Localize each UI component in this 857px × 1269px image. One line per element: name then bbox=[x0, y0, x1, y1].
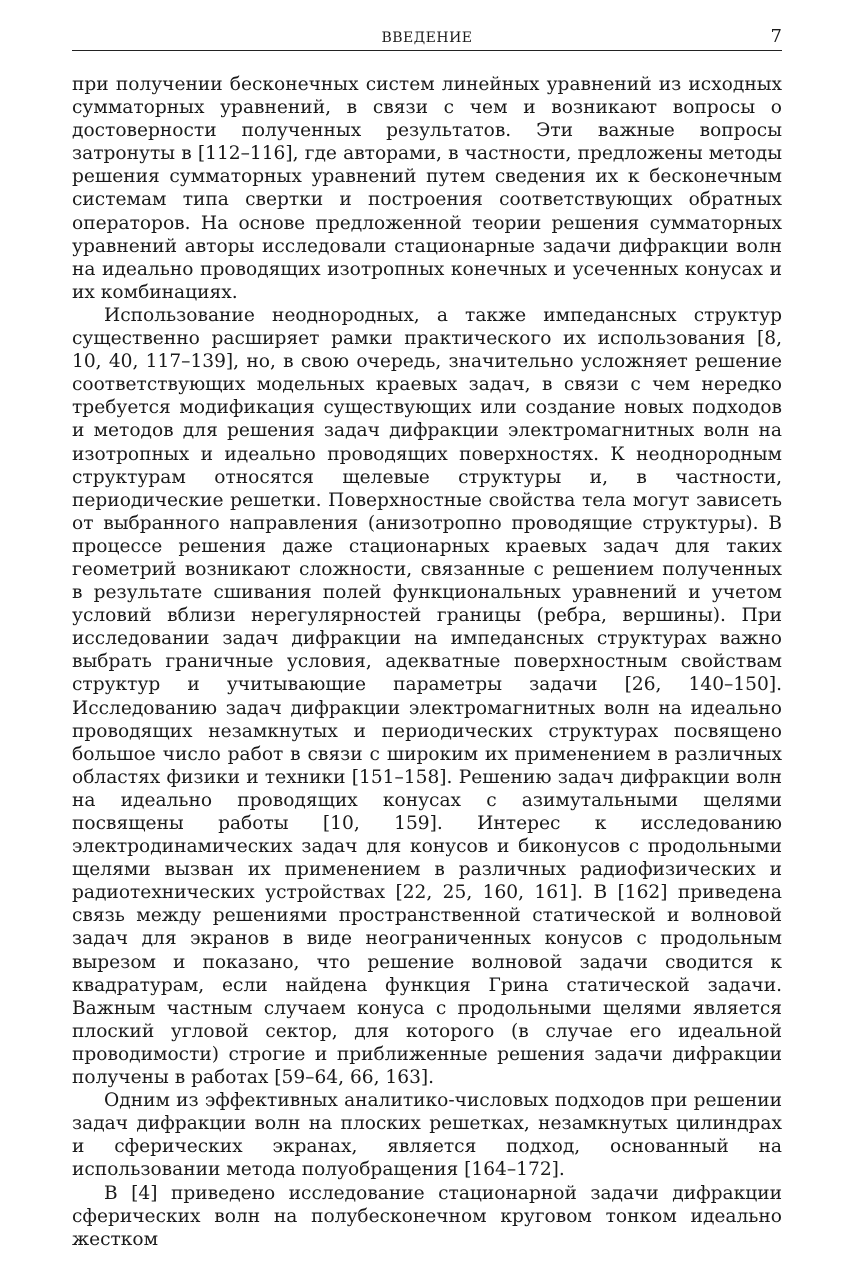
paragraph: В [4] приведено исследование стационарной задачи дифракции сферических волн на полубесконечном круговом тонком идеально жестком bbox=[72, 1182, 782, 1250]
paragraph: Одним из эффективных аналитико-числовых подходов при решении задач дифракции волн на плоских решетках, незамкнутых цилиндрах и сферических экранах, является подход, основанный на использовании метода полуобращения [164–172]. bbox=[72, 1090, 782, 1181]
paragraph: при получении бесконечных систем линейных уравнений из исходных сумматорных уравнений, в связи с чем и возникают вопросы о достоверности полученных результатов. Эти важные вопросы затронуты в [112–116], где авторами, в частности, предложены методы решения сумматорных уравнений путем сведения их к бесконечным системам типа свертки и построения соответствующих обратных операторов. На основе предложенной теории решения сумматорных уравнений авторы исследовали стационарные задачи дифракции волн на идеально проводящих изотропных конечных и усеченных конусах и их комбинациях. bbox=[72, 74, 782, 303]
paragraph: Использование неоднородных, а также импедансных структур существенно расширяет рамки практического их использования [8, 10, 40, 117–139], но, в свою очередь, значительно усложняет решение соответствующих модельных краевых задач, в связи с чем нередко требуется модификация существующих или создание новых подходов и методов для решения задач дифракции электромагнитных волн на изотропных и идеально проводящих поверхностях. К неоднородным структурам относятся щелевые структуры и, в частности, периодические решетки. Поверхностные свойства тела могут зависеть от выбранного направления (анизотропно проводящие структуры). В процессе решения даже стационарных краевых задач для таких геометрий возникают сложности, связанные с решением полученных в результате сшивания полей функциональных уравнений и учетом условий вблизи нерегулярностей границы (ребра, вершины). При исследовании задач дифракции на импедансных структурах важно выбрать граничные условия, адекватные поверхностным свойствам структур и учитывающие параметры задачи [26, 140–150]. Исследованию задач дифракции электромагнитных волн на идеально проводящих незамкнутых и периодических структурах посвящено большое число работ в связи с широким их применением в различных областях физики и техники [151–158]. Решению задач дифракции волн на идеально проводящих конусах с азимутальными щелями посвящены работы [10, 159]. Интерес к исследованию электродинамических задач для конусов и биконусов с продольными щелями вызван их применением в различных радиофизических и радиотехнических устройствах [22, 25, 160, 161]. В [162] приведена связь между решениями пространственной статической и волновой задач для экранов в виде неограниченных конусов с продольным вырезом и показано, что решение волновой задачи сводится к квадратурам, если найдена функция Грина статической задачи. Важным частным случаем конуса с продольными щелями является плоский угловой сектор, для которого (в случае его идеальной проводимости) строгие и приближенные решения задачи дифракции получены в работах [59–64, 66, 163]. bbox=[72, 304, 782, 1089]
running-head: ВВЕДЕНИЕ bbox=[381, 30, 473, 46]
page-header bbox=[72, 26, 782, 51]
body-text bbox=[72, 73, 782, 1251]
page-number: 7 bbox=[770, 26, 782, 47]
